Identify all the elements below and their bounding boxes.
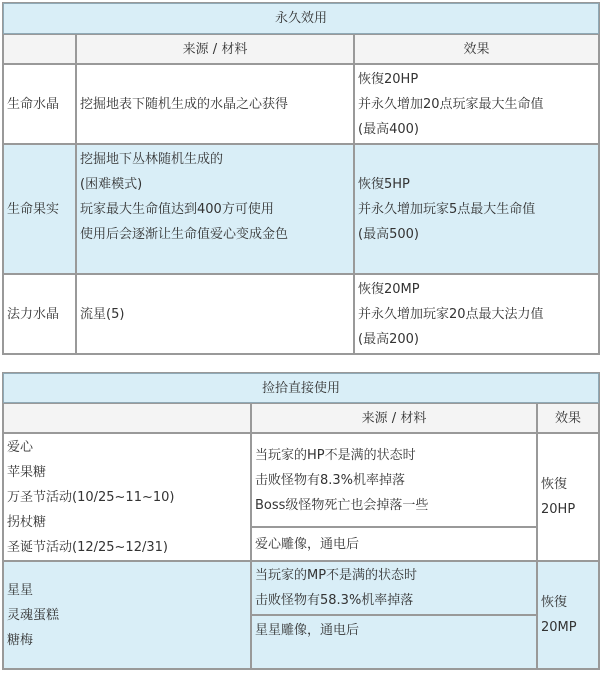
effect-cell xyxy=(354,64,599,144)
effect-line: (最高400) xyxy=(358,121,419,137)
source-line: (困难模式) xyxy=(80,177,143,192)
effect-line: (最高500) xyxy=(358,226,419,242)
source-cell: 星星雕像，通电后 xyxy=(251,615,537,669)
header-empty xyxy=(3,403,251,433)
effect-line: 恢復20HP xyxy=(358,71,419,87)
source-cell xyxy=(251,433,537,527)
items-cell xyxy=(3,561,251,669)
item-name: 万圣节活动(10/25~11~10) xyxy=(7,489,175,505)
source-line: 击败怪物有58.3%机率掉落 xyxy=(255,593,414,608)
source-line: 击败怪物有8.3%机率掉落 xyxy=(255,472,406,488)
effect-line: 恢復20MP xyxy=(358,281,420,297)
table-caption: 捡拾直接使用 xyxy=(3,373,599,403)
source-line: 玩家最大生命值达到400方可使用 xyxy=(80,202,274,217)
table-row xyxy=(3,64,599,144)
effect-line: 20MP xyxy=(541,620,577,635)
table-row xyxy=(3,433,599,527)
source-cell xyxy=(251,561,537,615)
header-empty xyxy=(3,34,76,64)
permanent-effect-table xyxy=(2,2,600,355)
table-row xyxy=(3,274,599,354)
item-name-life-fruit: 生命果实 xyxy=(3,144,76,274)
item-name: 星星 xyxy=(7,582,34,598)
effect-cell xyxy=(537,433,599,561)
header-source: 来源 / 材料 xyxy=(251,403,537,433)
table-caption: 永久效用 xyxy=(3,3,599,34)
effect-cell xyxy=(354,274,599,354)
item-name: 苹果糖 xyxy=(7,464,47,480)
source-cell xyxy=(76,274,354,354)
effect-line: (最高200) xyxy=(358,331,419,347)
effect-line: 并永久增加玩家20点最大法力值 xyxy=(358,306,544,322)
effect-cell xyxy=(354,144,599,274)
effect-line: 并永久增加玩家5点最大生命值 xyxy=(358,201,536,217)
item-name: 灵魂蛋糕 xyxy=(7,607,60,623)
effect-line: 20HP xyxy=(541,502,576,517)
item-name-life-crystal: 生命水晶 xyxy=(3,64,76,144)
header-source: 来源 / 材料 xyxy=(76,34,354,64)
header-effect: 效果 xyxy=(354,34,599,64)
item-name: 圣诞节活动(12/25~12/31) xyxy=(7,539,168,555)
table-row xyxy=(3,561,599,615)
item-name-mana-crystal: 法力水晶 xyxy=(3,274,76,354)
effect-line: 恢復 xyxy=(541,477,568,492)
source-line: 挖掘地表下随机生成的水晶之心获得 xyxy=(80,96,289,112)
effect-line: 并永久增加20点玩家最大生命值 xyxy=(358,96,544,112)
source-line: 当玩家的HP不是满的状态时 xyxy=(255,447,416,463)
item-name: 拐杖糖 xyxy=(7,514,47,530)
items-cell xyxy=(3,433,251,561)
source-cell xyxy=(76,64,354,144)
source-cell: 爱心雕像，通电后 xyxy=(251,527,537,561)
header-effect: 效果 xyxy=(537,403,599,433)
item-name: 爱心 xyxy=(7,439,34,455)
table-row xyxy=(3,144,599,274)
source-line: 当玩家的MP不是满的状态时 xyxy=(255,568,418,583)
source-line: Boss级怪物死亡也会掉落一些 xyxy=(255,497,429,513)
effect-cell xyxy=(537,561,599,669)
effect-line: 恢復5HP xyxy=(358,176,410,192)
source-line: 流星(5) xyxy=(80,306,125,322)
pickup-effect-table xyxy=(2,372,600,670)
source-cell xyxy=(76,144,354,274)
source-line: 挖掘地下丛林随机生成的 xyxy=(80,152,224,167)
source-line: 使用后会逐渐让生命值爱心变成金色 xyxy=(80,227,289,242)
item-name: 糖梅 xyxy=(7,632,34,648)
effect-line: 恢復 xyxy=(541,595,568,610)
